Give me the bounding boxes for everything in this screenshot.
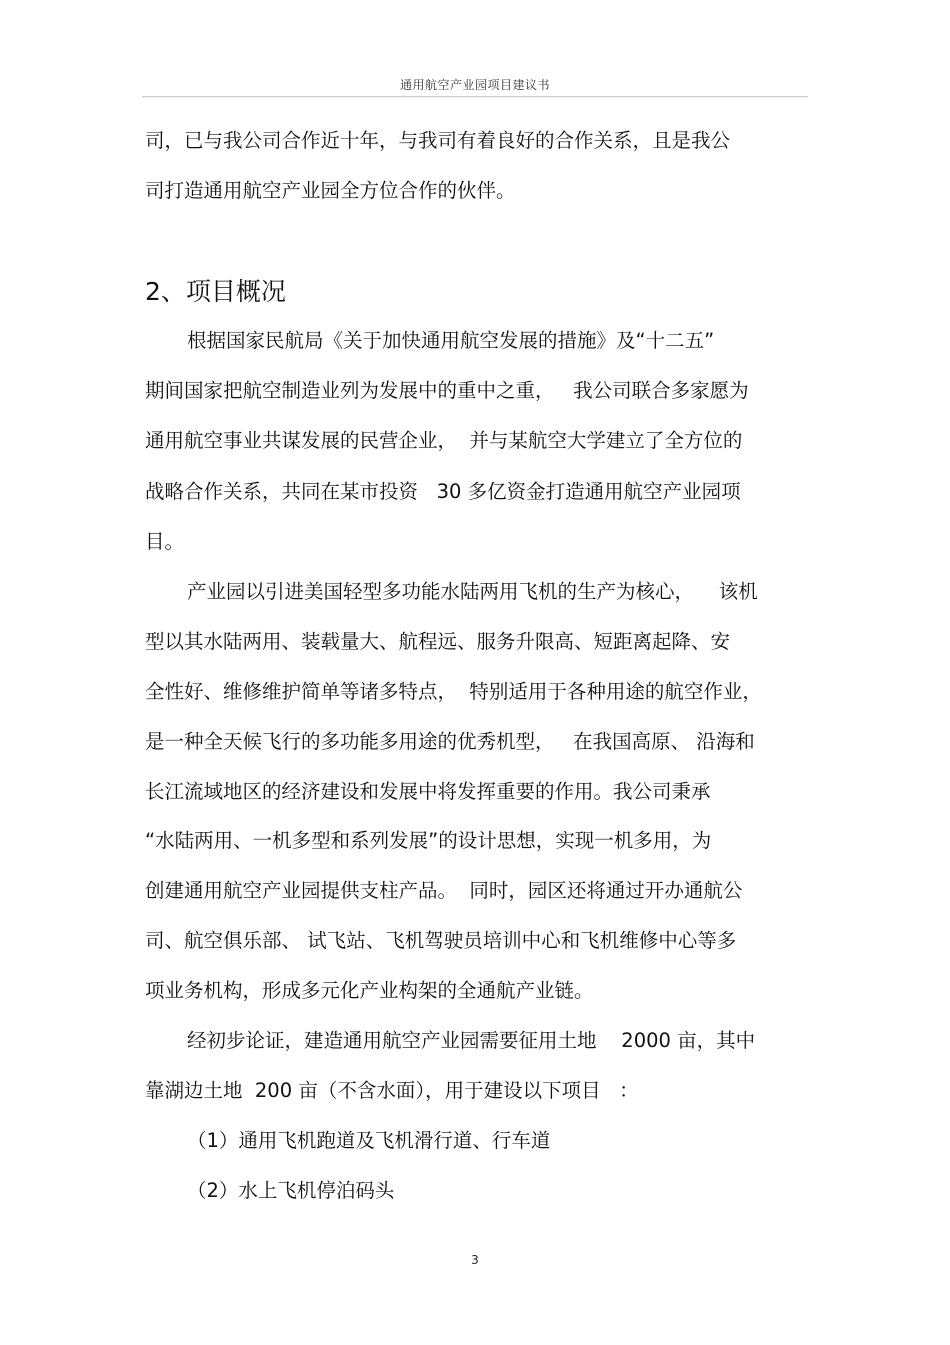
paragraph-line: 经初步论证，建造通用航空产业园需要征用土地 2000 亩，其中 bbox=[187, 1029, 756, 1052]
intro-line: 司，已与我公司合作近十年，与我司有着良好的合作关系，且是我公 bbox=[145, 129, 731, 152]
paragraph-line: 根据国家民航局《关于加快通用航空发展的措施》及“十二五” bbox=[187, 329, 715, 352]
paragraph-line: 全性好、维修维护简单等诸多特点， 特别适用于各种用途的航空作业， bbox=[145, 680, 762, 703]
paragraph-line: 战略合作关系，共同在某市投资 30 多亿资金打造通用航空产业园项 bbox=[145, 480, 741, 503]
page-number: 3 bbox=[471, 1253, 479, 1267]
paragraph-line: 司、航空俱乐部、 试飞站、飞机驾驶员培训中心和飞机维修中心等多 bbox=[145, 929, 737, 952]
section-heading: 2、项目概况 bbox=[145, 277, 286, 306]
page-header bbox=[142, 72, 808, 97]
paragraph-line: 产业园以引进美国轻型多功能水陆两用飞机的生产为核心， 该机 bbox=[187, 580, 758, 603]
list-item: （1）通用飞机跑道及飞机滑行道、行车道 bbox=[187, 1129, 551, 1152]
header-title: 通用航空产业园项目建议书 bbox=[399, 78, 550, 92]
paragraph-line: 目。 bbox=[145, 530, 185, 553]
paragraph-line: 长江流域地区的经济建设和发展中将发挥重要的作用。我公司秉承 bbox=[145, 780, 711, 803]
paragraph-line: “水陆两用、一机多型和系列发展”的设计思想，实现一机多用，为 bbox=[145, 829, 712, 852]
paragraph-line: 型以其水陆两用、装载量大、航程远、服务升限高、短距离起降、安 bbox=[145, 630, 731, 653]
paragraph-line: 是一种全天候飞行的多功能多用途的优秀机型， 在我国高原、 沿海和 bbox=[145, 730, 755, 753]
intro-line: 司打造通用航空产业园全方位合作的伙伴。 bbox=[145, 179, 516, 202]
paragraph-line: 创建通用航空产业园提供支柱产品。 同时，园区还将通过开办通航公 bbox=[145, 879, 743, 902]
paragraph-line: 靠湖边土地 200 亩（不含水面），用于建设以下项目 ： bbox=[145, 1079, 639, 1102]
list-item: （2）水上飞机停泊码头 bbox=[187, 1179, 395, 1202]
paragraph-line: 通用航空事业共谋发展的民营企业， 并与某航空大学建立了全方位的 bbox=[145, 429, 743, 452]
paragraph-line: 项业务机构，形成多元化产业构架的全通航产业链。 bbox=[145, 979, 594, 1002]
paragraph-line: 期间国家把航空制造业列为发展中的重中之重， 我公司联合多家愿为 bbox=[145, 379, 749, 402]
